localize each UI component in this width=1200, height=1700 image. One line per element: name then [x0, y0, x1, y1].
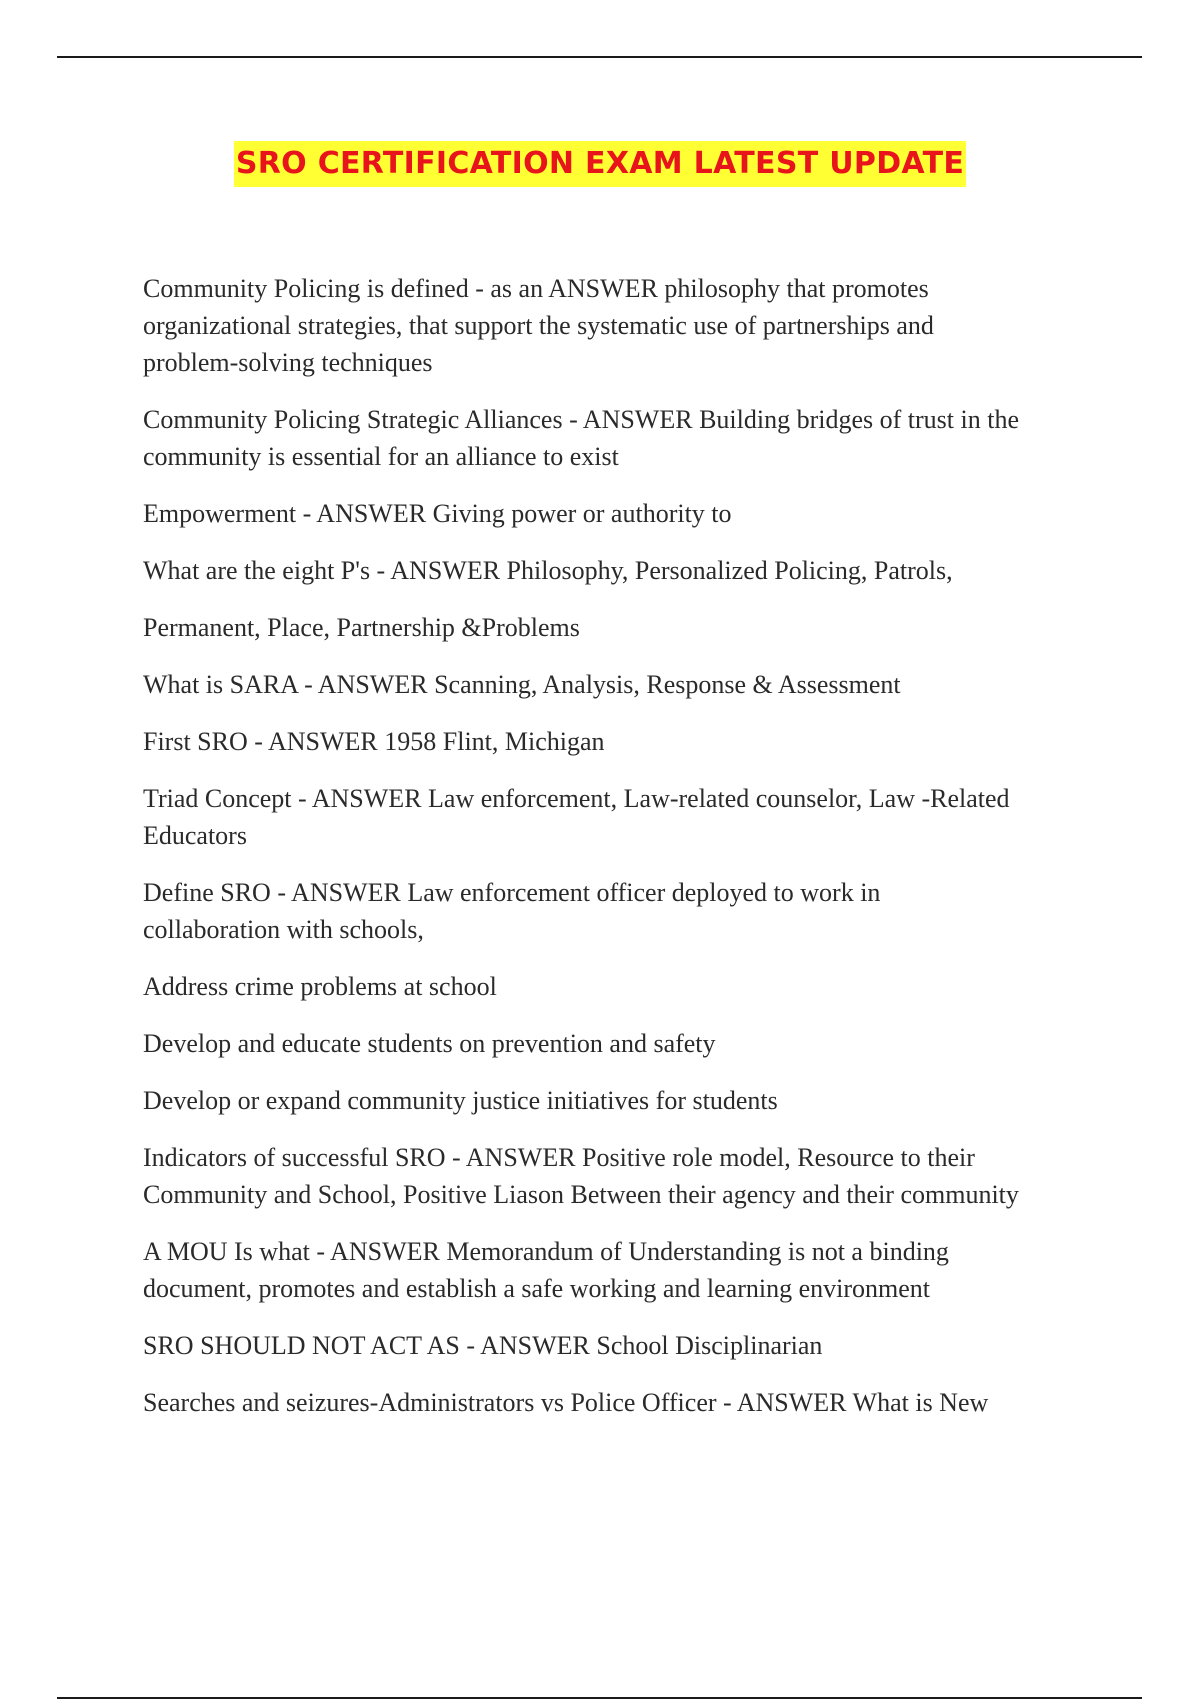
paragraph-eight-ps-continued: Permanent, Place, Partnership &Problems	[143, 613, 580, 642]
paragraph-triad-concept: Triad Concept - ANSWER Law enforcement, Law-related counselor, Law -Related Educators	[143, 784, 1010, 850]
paragraph-indicators: Indicators of successful SRO - ANSWER Positive role model, Resource to their Community and School, Positive Liason Between their agency and their community	[143, 1143, 1019, 1209]
paragraph-define-sro: Define SRO - ANSWER Law enforcement officer deployed to work in collaboration with schools,	[143, 878, 881, 944]
footer-rule	[57, 1697, 1142, 1699]
paragraph-should-not-act: SRO SHOULD NOT ACT AS - ANSWER School Disciplinarian	[143, 1331, 823, 1360]
paragraph-mou: A MOU Is what - ANSWER Memorandum of Understanding is not a binding document, promotes and establish a safe working and learning environment	[143, 1237, 949, 1303]
paragraph-sara: What is SARA - ANSWER Scanning, Analysis, Response & Assessment	[143, 670, 901, 699]
paragraph-develop-educate: Develop and educate students on prevention and safety	[143, 1029, 716, 1058]
document-title: SRO CERTIFICATION EXAM LATEST UPDATE	[234, 141, 966, 187]
paragraph-strategic-alliances: Community Policing Strategic Alliances - ANSWER Building bridges of trust in the community is essential for an alliance to exist	[143, 405, 1019, 471]
document-body	[143, 270, 1103, 1441]
paragraph-develop-expand: Develop or expand community justice initiatives for students	[143, 1086, 778, 1115]
paragraph-address-crime: Address crime problems at school	[143, 972, 497, 1001]
paragraph-first-sro: First SRO - ANSWER 1958 Flint, Michigan	[143, 727, 605, 756]
title-container	[0, 141, 1200, 187]
paragraph-eight-ps: What are the eight P's - ANSWER Philosophy, Personalized Policing, Patrols,	[143, 556, 953, 585]
paragraph-empowerment: Empowerment - ANSWER Giving power or authority to	[143, 499, 732, 528]
paragraph-community-policing-defined: Community Policing is defined - as an ANSWER philosophy that promotes organizational strategies, that support the systematic use of partnerships and problem-solving techniques	[143, 274, 934, 377]
paragraph-searches-seizures: Searches and seizures-Administrators vs Police Officer - ANSWER What is New	[143, 1388, 989, 1417]
header-rule	[57, 56, 1142, 58]
